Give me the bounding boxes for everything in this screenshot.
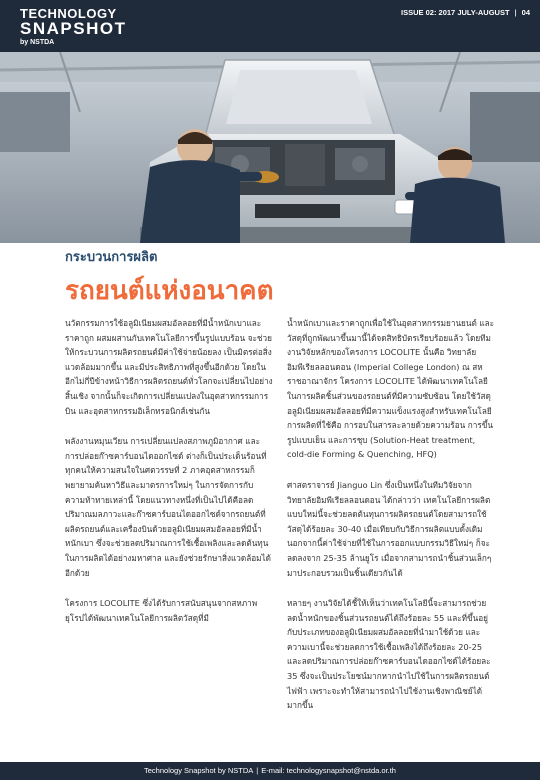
issue-info xyxy=(401,8,530,17)
page-footer xyxy=(0,762,540,780)
paragraph: น้ำหนักเบาและราคาถูกเพื่อใช้ในอุตสาหกรรมยานยนต์ และวัสดุที่ถูกพัฒนาขึ้นมานี้ได้จดสิทธิบัตรเรียบร้อยแล้ว โดยทีมงานวิจัยหลักของโครงการ LOCOLITE นั้นคือ วิทยาลัยอิมพีเรียลลอนดอน (Imperial College London) ณ สหราชอาณาจักร โครงการ LOCOLITE ได้พัฒนาเทคโนโลยีในการผลิตชิ้นส่วนของรถยนต์ที่มีความซับซ้อน โดยใช้วัสดุอลูมิเนียมผสมอัลลอยที่มีความแข็งแรงสูงสำหรับเทคโนโลยีการผลิตที่ใช้คือ การอบในสารละลายด้วยความร้อน การขึ้นรูปแบบเย็น และการชุบ (Solution-Heat treatment, cold-die Forming & Quenching, HFQ) xyxy=(287,318,495,460)
footer-publication: Technology Snapshot by NSTDA xyxy=(144,766,254,775)
page-header xyxy=(0,0,540,52)
paragraph: นวัตกรรมการใช้อลูมิเนียมผสมอัลลอยที่มีน้ำหนักเบาและราคาถูก ผสมผสานกับเทคโนโลยีการขึ้นรูปแบบร้อน จะช่วยให้กระบวนการผลิตรถยนต์มีค่าใช้จ่ายน้อยลง เป็นมิตรต่อสิ่งแวดล้อมมากขึ้น และมีประสิทธิภาพที่สูงขึ้นอีกด้วย โดยในอีกไม่กี่ปีข้างหน้าวิธีการผลิตรถยนต์ทั่วโลกจะเปลี่ยนไปอย่างสิ้นเชิง จากนั้นก็จะเกิดการเปลี่ยนแปลงในอุตสาหกรรมการบิน และอุตสาหกรรมอิเล็กทรอนิกส์เช่นกัน xyxy=(65,318,273,416)
brand-snapshot: SNAPSHOT xyxy=(20,19,127,38)
page-number: 04 xyxy=(521,8,530,17)
brand-byline: by NSTDA xyxy=(20,39,55,46)
issue-label: ISSUE 02: 2017 JULY-AUGUST xyxy=(401,8,510,17)
paragraph: โครงการ LOCOLITE ซึ่งได้รับการสนับสนุนจากสหภาพยุโรปได้พัฒนาเทคโนโลยีการผลิตวัสดุที่มี xyxy=(65,598,258,623)
footer-separator: | xyxy=(256,766,259,775)
article-title: รถยนต์แห่งอนาคต xyxy=(65,276,274,306)
footer-email[interactable]: E-mail: technologysnapshot@nstda.or.th xyxy=(261,766,396,775)
car-assembly-photo xyxy=(0,52,540,243)
section-label: กระบวนการผลิต xyxy=(65,250,158,265)
paragraph: ศาสตราจารย์ Jianguo Lin ซึ่งเป็นหนึ่งในทีมวิจัยจากวิทยาลัยอิมพีเรียลลอนดอน ได้กล่าวว่า เทคโนโลยีการผลิตแบบใหม่นี้จะช่วยลดต้นทุนการผลิตรถยนต์โดยสามารถใช้วัสดุได้ร้อยละ 30-40 เมื่อเทียบกับวิธีการผลิตแบบดั้งเดิม นอกจากนี้ค่าใช้จ่ายที่ใช้ในการออกแบบกรรมวิธีใหม่ๆ ก็จะลดลงจาก 25-35 ล้านยูโร เมื่อจากสามารถนำชิ้นส่วนเล็กๆ มาประกอบรวมเป็นชิ้นเดียวกันได้ xyxy=(287,479,492,578)
paragraph: พลังงานหมุนเวียน การเปลี่ยนแปลงสภาพภูมิอากาศ และการปล่อยก๊าซคาร์บอนไดออกไซด์ ต่างก็เป็นประเด็นร้อนที่ทุกคนให้ความสนใจในศตวรรษที่ 2 ภาคอุตสาหกรรมก็พยายามค้นหาวิธีและมาตรการใหม่ๆ ในการจัดการกับความท้าทายเหล่านี้ โดยแนวทางหนึ่งที่เป็นไปได้คือลดปริมาณมลภาวะและก๊าซคาร์บอนไดออกไซด์จากรถยนต์ที่ผลิตรถยนต์และเครื่องบินด้วยอลูมิเนียมผสมอัลลอยที่มีน้ำหนักเบา ซึ่งจะช่วยลดปริมาณการใช้เชื้อเพลิงและลดต้นทุนในการผลิตได้อย่างมหาศาล และยังช่วยรักษาสิ่งแวดล้อมได้อีกด้วย xyxy=(65,436,271,578)
article-column-left xyxy=(65,316,273,641)
brand-technology: TECHNOLOGY xyxy=(20,6,117,21)
paragraph: หลายๆ งานวิจัยได้ชี้ให้เห็นว่าเทคโนโลยีนี้จะสามารถช่วยลดน้ำหนักของชิ้นส่วนรถยนต์ได้ถึงร้อยละ 55 และที่ขึ้นอยู่กับประเภทของอลูมิเนียมผสมอัลลอยที่นำมาใช้ด้วย และความเบานี้จะช่วยลดการใช้เชื้อเพลิงได้ถึงร้อยละ 20-25 และลดปริมาณการปล่อยก๊าซคาร์บอนไดออกไซด์ได้ร้อยละ 35 ซึ่งจะเป็นประโยชน์มากหากนำไปใช้ในการผลิตรถยนต์ไฟฟ้า เพราะจะทำให้สามารถนำไปใช้งานเชิงพาณิชย์ได้มากขึ้น xyxy=(287,598,491,711)
issue-separator: | xyxy=(514,8,517,17)
brand-logo xyxy=(20,7,126,47)
article-column-right xyxy=(287,316,495,729)
